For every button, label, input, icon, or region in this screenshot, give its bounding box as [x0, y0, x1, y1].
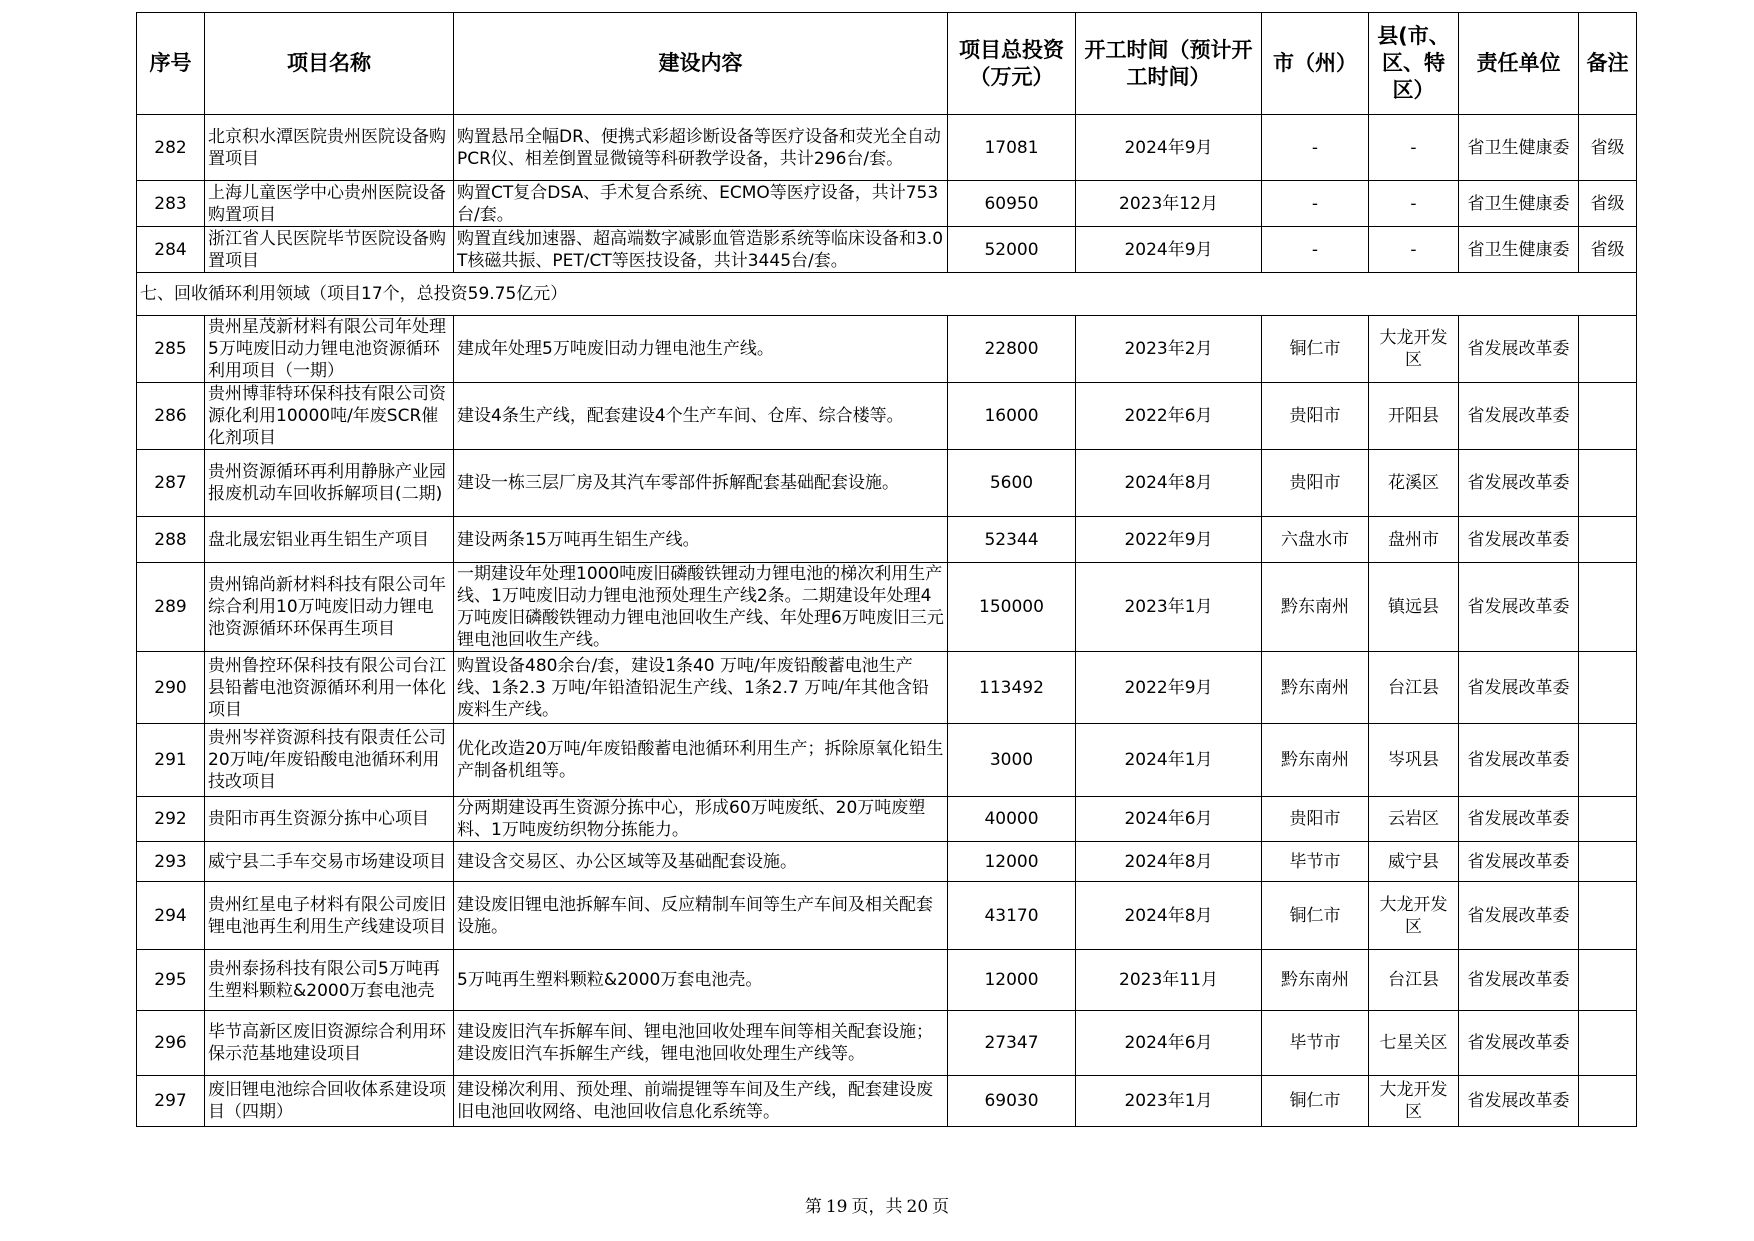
row-note	[1579, 724, 1637, 797]
row-county: 大龙开发区	[1369, 316, 1459, 383]
row-start: 2022年9月	[1076, 652, 1262, 724]
row-county: 大龙开发区	[1369, 1076, 1459, 1127]
table-row	[137, 882, 1637, 950]
row-unit: 省发展改革委	[1459, 724, 1579, 797]
row-start: 2023年2月	[1076, 316, 1262, 383]
header-name: 项目名称	[205, 13, 454, 115]
row-content: 购置设备480余台/套，建设1条40 万吨/年废铅酸蓄电池生产线、1条2.3 万吨/年铅渣铅泥生产线、1条2.7 万吨/年其他含铅废料生产线。	[454, 652, 948, 724]
row-city: 贵阳市	[1262, 797, 1369, 842]
header-city: 市（州）	[1262, 13, 1369, 115]
header-row	[137, 13, 1637, 115]
row-county: 开阳县	[1369, 383, 1459, 450]
row-city: 铜仁市	[1262, 1076, 1369, 1127]
row-investment: 12000	[948, 842, 1076, 882]
row-content: 建设4条生产线，配套建设4个生产车间、仓库、综合楼等。	[454, 383, 948, 450]
row-start: 2024年9月	[1076, 115, 1262, 181]
row-content: 购置CT复合DSA、手术复合系统、ECMO等医疗设备，共计753台/套。	[454, 181, 948, 227]
table-row	[137, 517, 1637, 563]
row-content: 优化改造20万吨/年废铅酸蓄电池循环利用生产；拆除原氧化铅生产制备机组等。	[454, 724, 948, 797]
row-investment: 27347	[948, 1011, 1076, 1076]
row-investment: 40000	[948, 797, 1076, 842]
row-seq: 289	[137, 563, 205, 652]
row-city: 黔东南州	[1262, 950, 1369, 1011]
row-content: 建设梯次利用、预处理、前端提锂等车间及生产线，配套建设废旧电池回收网络、电池回收信息化系统等。	[454, 1076, 948, 1127]
table-row	[137, 950, 1637, 1011]
row-investment: 16000	[948, 383, 1076, 450]
row-content: 购置直线加速器、超高端数字减影血管造影系统等临床设备和3.0T核磁共振、PET/CT等医技设备，共计3445台/套。	[454, 227, 948, 273]
row-note	[1579, 450, 1637, 517]
row-unit: 省发展改革委	[1459, 1011, 1579, 1076]
row-unit: 省发展改革委	[1459, 517, 1579, 563]
table-row	[137, 115, 1637, 181]
table-row	[137, 316, 1637, 383]
row-start: 2024年9月	[1076, 227, 1262, 273]
row-unit: 省发展改革委	[1459, 652, 1579, 724]
row-investment: 52344	[948, 517, 1076, 563]
row-content: 一期建设年处理1000吨废旧磷酸铁锂动力锂电池的梯次利用生产线、1万吨废旧动力锂电池预处理生产线2条。二期建设年处理4万吨废旧磷酸铁锂动力锂电池回收生产线、年处理6万吨废旧三元锂电池回收生产线。	[454, 563, 948, 652]
row-note	[1579, 882, 1637, 950]
row-start: 2024年1月	[1076, 724, 1262, 797]
row-note: 省级	[1579, 181, 1637, 227]
table-row	[137, 842, 1637, 882]
table-row	[137, 563, 1637, 652]
row-content: 建设废旧汽车拆解车间、锂电池回收处理车间等相关配套设施；建设废旧汽车拆解生产线，锂电池回收处理生产线等。	[454, 1011, 948, 1076]
row-name: 废旧锂电池综合回收体系建设项目（四期）	[205, 1076, 454, 1127]
row-investment: 60950	[948, 181, 1076, 227]
header-note: 备注	[1579, 13, 1637, 115]
row-note	[1579, 797, 1637, 842]
row-city: 黔东南州	[1262, 724, 1369, 797]
row-seq: 296	[137, 1011, 205, 1076]
row-content: 5万吨再生塑料颗粒&2000万套电池壳。	[454, 950, 948, 1011]
row-city: 六盘水市	[1262, 517, 1369, 563]
row-city: 铜仁市	[1262, 316, 1369, 383]
row-seq: 285	[137, 316, 205, 383]
row-note	[1579, 950, 1637, 1011]
row-name: 盘北晟宏铝业再生铝生产项目	[205, 517, 454, 563]
row-city: 铜仁市	[1262, 882, 1369, 950]
row-unit: 省发展改革委	[1459, 950, 1579, 1011]
row-note: 省级	[1579, 227, 1637, 273]
row-unit: 省发展改革委	[1459, 316, 1579, 383]
row-seq: 290	[137, 652, 205, 724]
row-city: -	[1262, 181, 1369, 227]
table-body-health	[137, 115, 1637, 273]
row-start: 2023年1月	[1076, 1076, 1262, 1127]
row-investment: 150000	[948, 563, 1076, 652]
section-body	[137, 273, 1637, 316]
table-row	[137, 383, 1637, 450]
row-seq: 292	[137, 797, 205, 842]
header-seq: 序号	[137, 13, 205, 115]
table-row	[137, 724, 1637, 797]
row-city: -	[1262, 227, 1369, 273]
row-unit: 省发展改革委	[1459, 842, 1579, 882]
row-note	[1579, 563, 1637, 652]
row-unit: 省发展改革委	[1459, 882, 1579, 950]
row-county: -	[1369, 227, 1459, 273]
row-county: 威宁县	[1369, 842, 1459, 882]
row-name: 贵州岑祥资源科技有限责任公司20万吨/年废铅酸电池循环利用技改项目	[205, 724, 454, 797]
row-name: 贵州资源循环再利用静脉产业园报废机动车回收拆解项目(二期)	[205, 450, 454, 517]
table-row	[137, 1011, 1637, 1076]
row-start: 2022年6月	[1076, 383, 1262, 450]
row-city: 黔东南州	[1262, 563, 1369, 652]
footer-total-pages: 20	[906, 1197, 929, 1217]
row-county: 七星关区	[1369, 1011, 1459, 1076]
row-name: 贵州泰扬科技有限公司5万吨再生塑料颗粒&2000万套电池壳	[205, 950, 454, 1011]
row-seq: 288	[137, 517, 205, 563]
row-seq: 287	[137, 450, 205, 517]
row-start: 2022年9月	[1076, 517, 1262, 563]
row-start: 2024年8月	[1076, 882, 1262, 950]
row-note	[1579, 383, 1637, 450]
footer-suffix: 页	[932, 1197, 950, 1217]
row-seq: 291	[137, 724, 205, 797]
footer-page-number: 19	[825, 1197, 848, 1217]
row-investment: 69030	[948, 1076, 1076, 1127]
row-investment: 52000	[948, 227, 1076, 273]
row-county: 大龙开发区	[1369, 882, 1459, 950]
row-city: 毕节市	[1262, 1011, 1369, 1076]
row-county: 台江县	[1369, 652, 1459, 724]
row-content: 建设两条15万吨再生铝生产线。	[454, 517, 948, 563]
table-row	[137, 797, 1637, 842]
header-unit: 责任单位	[1459, 13, 1579, 115]
row-unit: 省发展改革委	[1459, 1076, 1579, 1127]
row-note	[1579, 842, 1637, 882]
row-unit: 省卫生健康委	[1459, 115, 1579, 181]
row-name: 威宁县二手车交易市场建设项目	[205, 842, 454, 882]
row-county: 台江县	[1369, 950, 1459, 1011]
row-county: 岑巩县	[1369, 724, 1459, 797]
project-table	[136, 12, 1637, 1127]
row-start: 2024年6月	[1076, 797, 1262, 842]
header-county: 县(市、区、特区）	[1369, 13, 1459, 115]
section-title: 七、回收循环利用领域（项目17个，总投资59.75亿元）	[137, 273, 1637, 316]
row-unit: 省发展改革委	[1459, 563, 1579, 652]
row-investment: 12000	[948, 950, 1076, 1011]
header-content: 建设内容	[454, 13, 948, 115]
row-note: 省级	[1579, 115, 1637, 181]
row-start: 2024年6月	[1076, 1011, 1262, 1076]
row-county: 云岩区	[1369, 797, 1459, 842]
row-name: 北京积水潭医院贵州医院设备购置项目	[205, 115, 454, 181]
row-seq: 282	[137, 115, 205, 181]
row-city: 毕节市	[1262, 842, 1369, 882]
row-county: 盘州市	[1369, 517, 1459, 563]
row-start: 2024年8月	[1076, 450, 1262, 517]
row-content: 建成年处理5万吨废旧动力锂电池生产线。	[454, 316, 948, 383]
row-content: 购置悬吊全幅DR、便携式彩超诊断设备等医疗设备和荧光全自动PCR仪、相差倒置显微镜等科研教学设备，共计296台/套。	[454, 115, 948, 181]
row-city: 贵阳市	[1262, 383, 1369, 450]
row-unit: 省发展改革委	[1459, 383, 1579, 450]
row-seq: 297	[137, 1076, 205, 1127]
row-start: 2023年11月	[1076, 950, 1262, 1011]
row-content: 建设含交易区、办公区域等及基础配套设施。	[454, 842, 948, 882]
row-unit: 省卫生健康委	[1459, 181, 1579, 227]
row-unit: 省发展改革委	[1459, 797, 1579, 842]
row-name: 毕节高新区废旧资源综合利用环保示范基地建设项目	[205, 1011, 454, 1076]
row-investment: 5600	[948, 450, 1076, 517]
row-seq: 286	[137, 383, 205, 450]
row-city: 贵阳市	[1262, 450, 1369, 517]
row-investment: 22800	[948, 316, 1076, 383]
row-name: 贵州锦尚新材料科技有限公司年综合利用10万吨废旧动力锂电池资源循环环保再生项目	[205, 563, 454, 652]
footer-middle: 页，共	[851, 1197, 903, 1217]
row-content: 建设废旧锂电池拆解车间、反应精制车间等生产车间及相关配套设施。	[454, 882, 948, 950]
table-row	[137, 1076, 1637, 1127]
section-row	[137, 273, 1637, 316]
table-row	[137, 181, 1637, 227]
footer-prefix: 第	[804, 1197, 822, 1217]
row-name: 贵州红星电子材料有限公司废旧锂电池再生利用生产线建设项目	[205, 882, 454, 950]
row-city: -	[1262, 115, 1369, 181]
row-seq: 294	[137, 882, 205, 950]
row-investment: 43170	[948, 882, 1076, 950]
row-investment: 3000	[948, 724, 1076, 797]
row-note	[1579, 316, 1637, 383]
row-name: 贵州星茂新材料有限公司年处理5万吨废旧动力锂电池资源循环利用项目（一期）	[205, 316, 454, 383]
row-investment: 113492	[948, 652, 1076, 724]
row-note	[1579, 1011, 1637, 1076]
table-body-recycling	[137, 316, 1637, 1127]
row-county: 花溪区	[1369, 450, 1459, 517]
row-content: 分两期建设再生资源分拣中心，形成60万吨废纸、20万吨废塑料、1万吨废纺织物分拣能力。	[454, 797, 948, 842]
row-seq: 284	[137, 227, 205, 273]
row-note	[1579, 1076, 1637, 1127]
header-start: 开工时间（预计开工时间）	[1076, 13, 1262, 115]
row-note	[1579, 517, 1637, 563]
table-row	[137, 652, 1637, 724]
row-city: 黔东南州	[1262, 652, 1369, 724]
row-start: 2023年1月	[1076, 563, 1262, 652]
row-content: 建设一栋三层厂房及其汽车零部件拆解配套基础配套设施。	[454, 450, 948, 517]
row-unit: 省卫生健康委	[1459, 227, 1579, 273]
row-start: 2024年8月	[1076, 842, 1262, 882]
header-investment: 项目总投资（万元）	[948, 13, 1076, 115]
row-county: -	[1369, 181, 1459, 227]
page-footer	[0, 1192, 1754, 1217]
table-row	[137, 227, 1637, 273]
table-row	[137, 450, 1637, 517]
row-unit: 省发展改革委	[1459, 450, 1579, 517]
row-name: 贵州鲁控环保科技有限公司台江县铅蓄电池资源循环利用一体化项目	[205, 652, 454, 724]
row-start: 2023年12月	[1076, 181, 1262, 227]
row-seq: 295	[137, 950, 205, 1011]
row-seq: 293	[137, 842, 205, 882]
row-name: 贵阳市再生资源分拣中心项目	[205, 797, 454, 842]
row-investment: 17081	[948, 115, 1076, 181]
row-name: 浙江省人民医院毕节医院设备购置项目	[205, 227, 454, 273]
row-seq: 283	[137, 181, 205, 227]
row-name: 上海儿童医学中心贵州医院设备购置项目	[205, 181, 454, 227]
row-county: -	[1369, 115, 1459, 181]
row-note	[1579, 652, 1637, 724]
row-name: 贵州博菲特环保科技有限公司资源化利用10000吨/年废SCR催化剂项目	[205, 383, 454, 450]
row-county: 镇远县	[1369, 563, 1459, 652]
